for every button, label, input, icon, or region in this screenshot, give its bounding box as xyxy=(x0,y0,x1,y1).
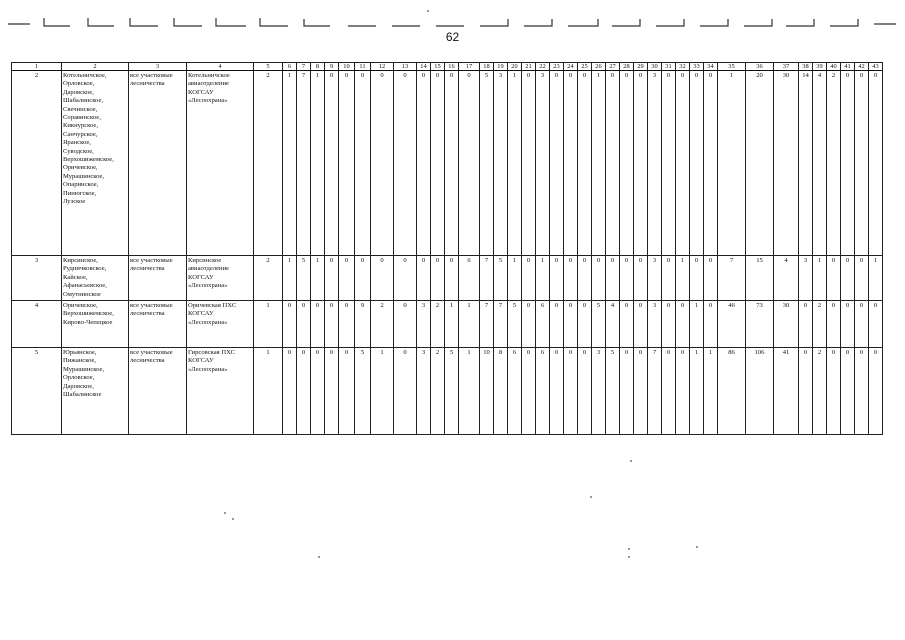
value-cell: 4 xyxy=(813,71,827,256)
column-header: 17 xyxy=(459,63,480,71)
forestry-name: Мурашинское, xyxy=(63,172,105,180)
value-cell: 10 xyxy=(480,348,494,435)
forestry-list xyxy=(62,348,129,435)
value-cell: 0 xyxy=(445,71,459,256)
value-cell: 1 xyxy=(869,256,883,301)
table-row xyxy=(12,348,883,435)
value-cell: 3 xyxy=(494,71,508,256)
column-header: 9 xyxy=(325,63,339,71)
value-cell: 1 xyxy=(704,348,718,435)
column-header: 6 xyxy=(283,63,297,71)
value-cell: 9 xyxy=(355,301,371,348)
forestry-name: Кирсинское, xyxy=(63,257,98,264)
value-cell: 2 xyxy=(431,301,445,348)
value-cell: 0 xyxy=(620,256,634,301)
value-cell: 0 xyxy=(827,256,841,301)
value-cell: 7 xyxy=(297,71,311,256)
value-cell: 1 xyxy=(283,71,297,256)
column-header: 12 xyxy=(371,63,394,71)
value-cell: 3 xyxy=(417,348,431,435)
column-header: 42 xyxy=(855,63,869,71)
value-cell: 0 xyxy=(869,301,883,348)
page-number: 62 xyxy=(445,30,460,44)
value-cell: 106 xyxy=(746,348,774,435)
value-cell: 5 xyxy=(445,348,459,435)
value-cell: 5 xyxy=(297,256,311,301)
column-header: 28 xyxy=(620,63,634,71)
value-cell: 0 xyxy=(325,301,339,348)
value-cell: 0 xyxy=(606,71,620,256)
value-cell: 6 xyxy=(508,348,522,435)
value-cell: 1 xyxy=(508,71,522,256)
column-header: 43 xyxy=(869,63,883,71)
value-cell: 4 xyxy=(774,256,799,301)
value-cell: 5 xyxy=(355,348,371,435)
value-cell: 0 xyxy=(634,256,648,301)
value-cell: 3 xyxy=(592,348,606,435)
value-cell: 5 xyxy=(494,256,508,301)
column-header: 31 xyxy=(662,63,676,71)
value-cell: 0 xyxy=(283,301,297,348)
value-cell: 0 xyxy=(371,256,394,301)
value-cell: 3 xyxy=(417,301,431,348)
value-cell: 0 xyxy=(578,256,592,301)
organization-cell: Гирсовская ПХС КОГСАУ «Лесоохрана» xyxy=(187,348,254,435)
forestry-name: Рудничковское, xyxy=(63,265,107,273)
value-cell: 0 xyxy=(827,348,841,435)
value-cell: 0 xyxy=(634,71,648,256)
value-cell: 0 xyxy=(522,256,536,301)
forestry-name: Кирово-Чепецкое xyxy=(63,318,113,326)
organization-cell: Оричевская ПХС КОГСАУ «Лесоохрана» xyxy=(187,301,254,348)
value-cell: 6 xyxy=(459,256,480,301)
value-cell: 0 xyxy=(550,301,564,348)
column-header: 8 xyxy=(311,63,325,71)
value-cell: 0 xyxy=(606,256,620,301)
column-header: 29 xyxy=(634,63,648,71)
units-cell: все участковые лесничества xyxy=(129,71,187,256)
value-cell: 0 xyxy=(676,348,690,435)
value-cell: 0 xyxy=(522,301,536,348)
forestry-name: Афанасьевское, xyxy=(63,282,107,290)
column-header: 3 xyxy=(129,63,187,71)
value-cell: 2 xyxy=(371,301,394,348)
value-cell: 3 xyxy=(536,71,550,256)
value-cell: 0 xyxy=(799,301,813,348)
value-cell: 0 xyxy=(855,256,869,301)
value-cell: 0 xyxy=(690,256,704,301)
value-cell: 0 xyxy=(564,71,578,256)
column-header: 13 xyxy=(394,63,417,71)
value-cell: 8 xyxy=(494,348,508,435)
units-cell: все участковые лесничества xyxy=(129,256,187,301)
row-number: 2 xyxy=(12,71,62,256)
column-header: 37 xyxy=(774,63,799,71)
value-cell: 7 xyxy=(648,348,662,435)
value-cell: 1 xyxy=(592,71,606,256)
value-cell: 1 xyxy=(254,301,283,348)
column-header: 4 xyxy=(187,63,254,71)
column-header: 7 xyxy=(297,63,311,71)
column-header: 16 xyxy=(445,63,459,71)
value-cell: 0 xyxy=(620,71,634,256)
value-cell: 1 xyxy=(813,256,827,301)
table-row xyxy=(12,256,883,301)
value-cell: 0 xyxy=(620,301,634,348)
value-cell: 0 xyxy=(855,71,869,256)
value-cell: 7 xyxy=(480,301,494,348)
value-cell: 0 xyxy=(564,301,578,348)
forestry-name: Даровское, xyxy=(63,88,94,96)
forestry-name: Суводское, xyxy=(63,147,94,155)
value-cell: 15 xyxy=(746,256,774,301)
value-cell: 0 xyxy=(339,256,355,301)
column-header: 22 xyxy=(536,63,550,71)
value-cell: 0 xyxy=(827,301,841,348)
value-cell: 2 xyxy=(827,71,841,256)
column-header: 20 xyxy=(508,63,522,71)
value-cell: 0 xyxy=(394,301,417,348)
value-cell: 5 xyxy=(606,348,620,435)
value-cell: 1 xyxy=(445,301,459,348)
value-cell: 0 xyxy=(564,256,578,301)
forestry-name: Шабалинское, xyxy=(63,97,104,105)
organization-cell: Котельничское авиаотделение КОГСАУ «Лесоохрана» xyxy=(187,71,254,256)
value-cell: 1 xyxy=(371,348,394,435)
forestry-name: Опаринское, xyxy=(63,181,99,189)
value-cell: 0 xyxy=(297,301,311,348)
value-cell: 0 xyxy=(690,71,704,256)
value-cell: 0 xyxy=(869,71,883,256)
value-cell: 86 xyxy=(718,348,746,435)
value-cell: 2 xyxy=(813,301,827,348)
value-cell: 0 xyxy=(355,71,371,256)
forestry-name: Орловское, xyxy=(63,80,95,88)
value-cell: 2 xyxy=(431,348,445,435)
column-header: 24 xyxy=(564,63,578,71)
forestry-name: Орловское, xyxy=(63,374,95,382)
value-cell: 73 xyxy=(746,301,774,348)
column-header: 5 xyxy=(254,63,283,71)
column-header: 25 xyxy=(578,63,592,71)
column-header: 14 xyxy=(417,63,431,71)
value-cell: 1 xyxy=(690,348,704,435)
value-cell: 0 xyxy=(869,348,883,435)
value-cell: 0 xyxy=(550,348,564,435)
column-header: 23 xyxy=(550,63,564,71)
value-cell: 0 xyxy=(325,348,339,435)
column-header: 30 xyxy=(648,63,662,71)
value-cell: 1 xyxy=(676,256,690,301)
value-cell: 0 xyxy=(841,348,855,435)
value-cell: 46 xyxy=(718,301,746,348)
value-cell: 0 xyxy=(371,71,394,256)
value-cell: 2 xyxy=(813,348,827,435)
value-cell: 1 xyxy=(283,256,297,301)
value-cell: 0 xyxy=(311,348,325,435)
forestry-name: Верхошижемское, xyxy=(63,156,114,164)
column-header: 1 xyxy=(12,63,62,71)
row-number: 3 xyxy=(12,256,62,301)
value-cell: 2 xyxy=(254,71,283,256)
column-header: 26 xyxy=(592,63,606,71)
value-cell: 1 xyxy=(718,71,746,256)
value-cell: 0 xyxy=(662,256,676,301)
column-header: 2 xyxy=(62,63,129,71)
value-cell: 0 xyxy=(704,301,718,348)
value-cell: 0 xyxy=(841,71,855,256)
value-cell: 5 xyxy=(592,301,606,348)
table-header-row xyxy=(12,63,883,71)
value-cell: 0 xyxy=(634,348,648,435)
column-header: 19 xyxy=(494,63,508,71)
forestry-name: Кикнурское, xyxy=(63,122,99,130)
value-cell: 0 xyxy=(841,256,855,301)
forestry-name: Оричевское, xyxy=(63,302,98,310)
value-cell: 0 xyxy=(297,348,311,435)
value-cell: 0 xyxy=(445,256,459,301)
value-cell: 0 xyxy=(394,348,417,435)
value-cell: 20 xyxy=(746,71,774,256)
value-cell: 0 xyxy=(855,348,869,435)
forestry-name: Кайское, xyxy=(63,273,88,281)
value-cell: 0 xyxy=(459,71,480,256)
units-cell: все участковые лесничества xyxy=(129,348,187,435)
forestry-name: Соравинское, xyxy=(63,114,101,122)
value-cell: 5 xyxy=(480,71,494,256)
column-header: 35 xyxy=(718,63,746,71)
value-cell: 0 xyxy=(550,71,564,256)
value-cell: 0 xyxy=(578,348,592,435)
value-cell: 0 xyxy=(662,301,676,348)
value-cell: 1 xyxy=(254,348,283,435)
value-cell: 0 xyxy=(431,256,445,301)
value-cell: 3 xyxy=(648,256,662,301)
forestry-name: Омутнинское xyxy=(63,290,101,298)
value-cell: 0 xyxy=(325,71,339,256)
value-cell: 1 xyxy=(459,301,480,348)
column-header: 18 xyxy=(480,63,494,71)
column-header: 15 xyxy=(431,63,445,71)
value-cell: 0 xyxy=(394,256,417,301)
units-cell: все участковые лесничества xyxy=(129,301,187,348)
forestry-list xyxy=(62,256,129,301)
value-cell: 30 xyxy=(774,71,799,256)
value-cell: 0 xyxy=(578,71,592,256)
value-cell: 0 xyxy=(704,71,718,256)
forestry-name: Яранское, xyxy=(63,139,91,147)
forestry-name: Даровское, xyxy=(63,382,94,390)
value-cell: 1 xyxy=(311,71,325,256)
forestry-name: Верхошижемское, xyxy=(63,310,114,318)
forestry-name: Мурашинское, xyxy=(63,365,105,373)
value-cell: 7 xyxy=(494,301,508,348)
value-cell: 1 xyxy=(536,256,550,301)
column-header: 27 xyxy=(606,63,620,71)
table-row xyxy=(12,71,883,256)
forestry-name: Оричевское, xyxy=(63,164,98,172)
value-cell: 0 xyxy=(676,301,690,348)
value-cell: 0 xyxy=(550,256,564,301)
value-cell: 0 xyxy=(355,256,371,301)
forestry-name: Пижанское, xyxy=(63,357,97,365)
value-cell: 0 xyxy=(339,71,355,256)
value-cell: 0 xyxy=(564,348,578,435)
value-cell: 0 xyxy=(620,348,634,435)
value-cell: 0 xyxy=(676,71,690,256)
forestry-name: Шабалинское xyxy=(63,391,102,399)
value-cell: 0 xyxy=(662,348,676,435)
column-header: 11 xyxy=(355,63,371,71)
value-cell: 14 xyxy=(799,71,813,256)
column-header: 34 xyxy=(704,63,718,71)
forestry-name: Свечинское, xyxy=(63,105,98,113)
value-cell: 7 xyxy=(480,256,494,301)
column-header: 41 xyxy=(841,63,855,71)
column-header: 38 xyxy=(799,63,813,71)
table-row xyxy=(12,301,883,348)
value-cell: 0 xyxy=(339,301,355,348)
column-header: 32 xyxy=(676,63,690,71)
data-table xyxy=(11,62,883,435)
value-cell: 0 xyxy=(634,301,648,348)
value-cell: 0 xyxy=(417,256,431,301)
value-cell: 1 xyxy=(459,348,480,435)
value-cell: 3 xyxy=(648,71,662,256)
value-cell: 0 xyxy=(841,301,855,348)
forestry-name: Пинюгское, xyxy=(63,189,97,197)
forestry-list xyxy=(62,301,129,348)
column-header: 39 xyxy=(813,63,827,71)
value-cell: 3 xyxy=(648,301,662,348)
value-cell: 0 xyxy=(799,348,813,435)
value-cell: 30 xyxy=(774,301,799,348)
value-cell: 0 xyxy=(431,71,445,256)
value-cell: 1 xyxy=(508,256,522,301)
value-cell: 0 xyxy=(522,71,536,256)
value-cell: 0 xyxy=(325,256,339,301)
value-cell: 7 xyxy=(718,256,746,301)
value-cell: 0 xyxy=(704,256,718,301)
forestry-list xyxy=(62,71,129,256)
column-header: 36 xyxy=(746,63,774,71)
value-cell: 41 xyxy=(774,348,799,435)
value-cell: 5 xyxy=(508,301,522,348)
value-cell: 0 xyxy=(283,348,297,435)
value-cell: 0 xyxy=(394,71,417,256)
value-cell: 4 xyxy=(606,301,620,348)
value-cell: 0 xyxy=(578,301,592,348)
row-number: 4 xyxy=(12,301,62,348)
value-cell: 0 xyxy=(592,256,606,301)
column-header: 21 xyxy=(522,63,536,71)
value-cell: 0 xyxy=(311,301,325,348)
column-header: 33 xyxy=(690,63,704,71)
value-cell: 1 xyxy=(311,256,325,301)
value-cell: 2 xyxy=(254,256,283,301)
row-number: 5 xyxy=(12,348,62,435)
forestry-name: Лузское xyxy=(63,198,86,206)
value-cell: 0 xyxy=(339,348,355,435)
value-cell: 0 xyxy=(855,301,869,348)
column-header: 10 xyxy=(339,63,355,71)
value-cell: 6 xyxy=(536,301,550,348)
organization-cell: Кирсинское авиаотделение КОГСАУ «Лесоохрана» xyxy=(187,256,254,301)
column-header: 40 xyxy=(827,63,841,71)
value-cell: 3 xyxy=(799,256,813,301)
forestry-name: Юрьянское, xyxy=(63,349,97,357)
forestry-name: Котельничское, xyxy=(63,72,107,79)
value-cell: 0 xyxy=(417,71,431,256)
forestry-name: Санчурское, xyxy=(63,130,98,138)
value-cell: 1 xyxy=(690,301,704,348)
value-cell: 6 xyxy=(536,348,550,435)
value-cell: 0 xyxy=(662,71,676,256)
value-cell: 0 xyxy=(522,348,536,435)
